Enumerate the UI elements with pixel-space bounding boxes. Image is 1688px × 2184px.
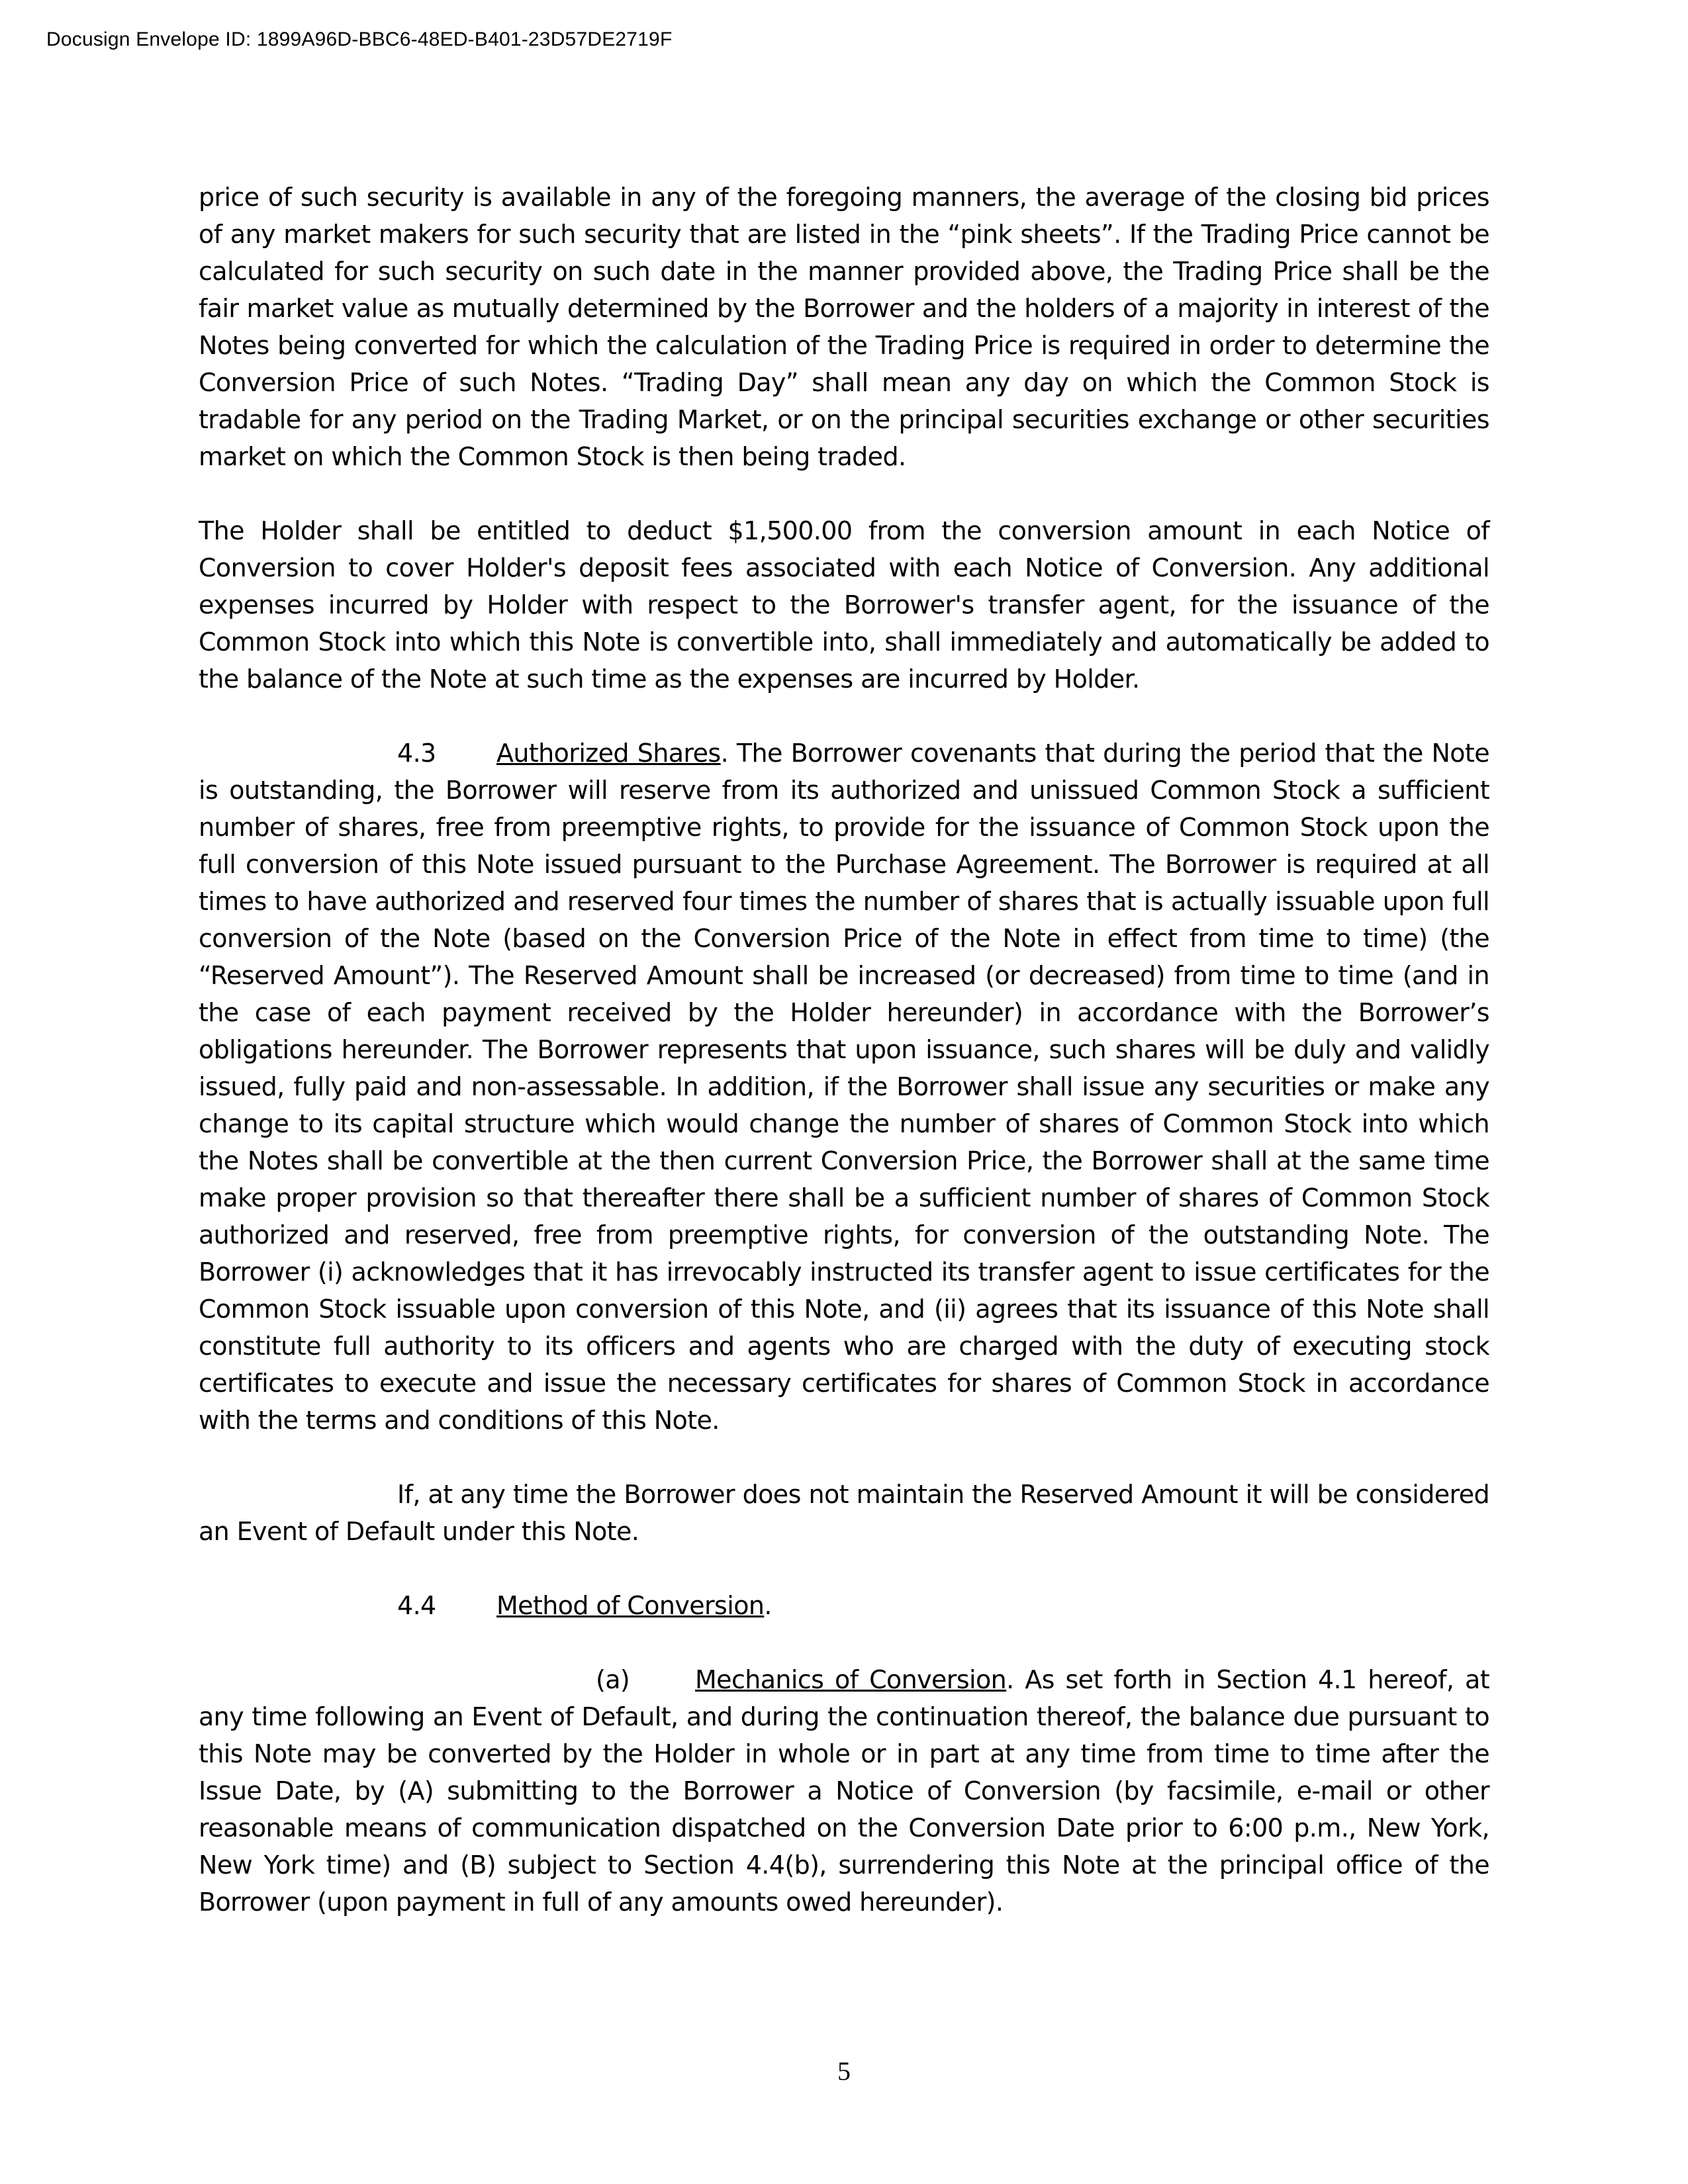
section-4-4-title: Method of Conversion [496,1591,765,1620]
section-4-3-number: 4.3 [397,739,436,768]
section-4-4-number: 4.4 [397,1591,436,1620]
section-4-4-a-title: Mechanics of Conversion [695,1665,1007,1694]
docusign-envelope-id: Docusign Envelope ID: 1899A96D-BBC6-48ED-B401-23D57DE2719F [46,28,673,50]
page-number: 5 [837,2056,851,2086]
paragraph-holder-fees: The Holder shall be entitled to deduct $1,500.00 from the conversion amount in each Notice of Conversion to cover Holder's deposit fees associated with each Notice of Conversion. Any additional expenses incurred by Holder with respect to the Borrower's transfer agent, for the issuance of the Common Stock into which this Note is convertible into, shall immediately and automatically be added to the balance of the Note at such time as the expenses are incurred by Holder. [199,516,1489,694]
document-body [199,179,1489,1958]
section-4-4-a [199,1661,1489,1921]
paragraph-trading-price: price of such security is available in any of the foregoing manners, the average of the closing bid prices of any market makers for such security that are listed in the “pink sheets”. If the Trading Price cannot be calculated for such security on such date in the manner provided above, the Trading Price shall be the fair market value as mutually determined by the Borrower and the holders of a majority in interest of the Notes being converted for which the calculation of the Trading Price is required in order to determine the Conversion Price of such Notes. “Trading Day” shall mean any day on which the Common Stock is tradable for any period on the Trading Market, or on the principal securities exchange or other securities market on which the Common Stock is then being traded. [199,183,1489,471]
section-4-3-title: Authorized Shares [496,739,721,768]
section-4-4-suffix: . [764,1591,772,1620]
section-4-4-a-body: . As set forth in Section 4.1 hereof, at any time following an Event of Default, and during the continuation thereof, the balance due pursuant to this Note may be converted by the Holder in whole or in part at any time from time to time after the Issue Date, by (A) submitting to the Borrower a Notice of Conversion (by facsimile, e-mail or other reasonable means of communication dispatched on the Conversion Date prior to 6:00 p.m., New York, New York time) and (B) subject to Section 4.4(b), surrendering this Note at the principal office of the Borrower (upon payment in full of any amounts owed hereunder). [199,1665,1490,1917]
paragraph-event-of-default: If, at any time the Borrower does not maintain the Reserved Amount it will be considered an Event of Default under this Note. [199,1480,1489,1546]
section-4-4-a-number: (a) [596,1665,630,1694]
section-4-3-body: . The Borrower covenants that during the period that the Note is outstanding, the Borrower will reserve from its authorized and unissued Common Stock a sufficient number of shares, free from preemptive rights, to provide for the issuance of Common Stock upon the full conversion of this Note issued pursuant to the Purchase Agreement. The Borrower is required at all times to have authorized and reserved four times the number of shares that is actually issuable upon full conversion of the Note (based on the Conversion Price of the Note in effect from time to time) (the “Reserved Amount”). The Reserved Amount shall be increased (or decreased) from time to time (and in the case of each payment received by the Holder hereunder) in accordance with the Borrower’s obligations hereunder. The Borrower represents that upon issuance, such shares will be duly and validly issued, fully paid and non-assessable. In addition, if the Borrower shall issue any securities or make any change to its capital structure which would change the number of shares of Common Stock into which the Notes shall be convertible at the then current Conversion Price, the Borrower shall at the same time make proper provision so that thereafter there shall be a sufficient number of shares of Common Stock authorized and reserved, free from preemptive rights, for conversion of the outstanding Note. The Borrower (i) acknowledges that it has irrevocably instructed its transfer agent to issue certificates for the Common Stock issuable upon conversion of this Note, and (ii) agrees that its issuance of this Note shall constitute full authority to its officers and agents who are charged with the duty of executing stock certificates to execute and issue the necessary certificates for shares of Common Stock in accordance with the terms and conditions of this Note. [199,739,1490,1435]
section-4-3 [199,735,1489,1439]
section-4-4 [199,1587,1489,1624]
